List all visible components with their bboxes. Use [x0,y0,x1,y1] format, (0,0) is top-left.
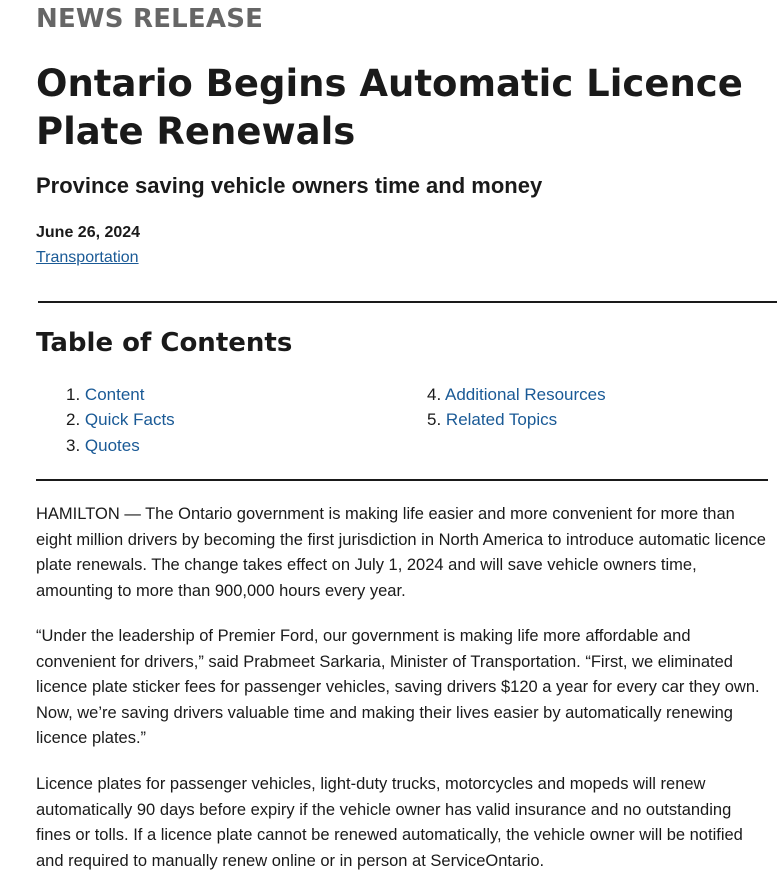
release-date: June 26, 2024 [36,224,141,241]
news-release-label: NEWS RELEASE [36,4,264,34]
toc-item-content [66,383,144,407]
toc-item-number: 3. [66,436,81,455]
toc-item-quotes [66,434,140,458]
toc-item-additional-resources [427,383,606,407]
body-paragraph: Licence plates for passenger vehicles, light-duty trucks, motorcycles and mopeds will renew automatically 90 days before expiry if the vehicle owner has valid insurance and no outstanding fines or tolls. If a licence plate cannot be renewed automatically, the vehicle owner will be notified and required to manually renew online or in person at ServiceOntario. [36,775,743,870]
toc-link-quotes[interactable]: Quotes [84,436,140,455]
toc-item-quick-facts [66,408,175,432]
body-paragraph: HAMILTON — The Ontario government is making life easier and more convenient for more than eight million drivers by becoming the first jurisdiction in North America to introduce automatic licence plate renewals. The change takes effect on July 1, 2024 and will save vehicle owners time, amounting to more than 900,000 hours every year. [36,505,766,600]
toc-item-number: 2. [66,410,81,429]
toc-item-related-topics [427,408,557,432]
divider-top [38,301,777,303]
page-title: Ontario Begins Automatic Licence Plate Renewals [36,62,743,153]
toc-link-quick-facts[interactable]: Quick Facts [84,410,175,429]
page-subtitle: Province saving vehicle owners time and money [36,173,543,198]
toc-link-related-topics[interactable]: Related Topics [445,410,558,429]
toc-item-number: 5. [427,410,442,429]
toc-link-content[interactable]: Content [84,385,145,404]
toc-heading: Table of Contents [36,328,293,358]
topic-link-transportation[interactable]: Transportation [36,249,139,266]
toc-item-number: 4. [427,385,442,404]
toc-link-additional-resources[interactable]: Additional Resources [444,385,606,404]
toc-item-number: 1. [66,385,81,404]
body-paragraph: “Under the leadership of Premier Ford, our government is making life more affordable and convenient for drivers,” said Prabmeet Sarkaria, Minister of Transportation. “First, we eliminated licence plate sticker fees for passenger vehicles, saving drivers $120 a year for every car they own. Now, we’re saving drivers valuable time and making their lives easier by automatically renewing licence plates.” [36,627,760,747]
divider-toc [36,479,768,481]
